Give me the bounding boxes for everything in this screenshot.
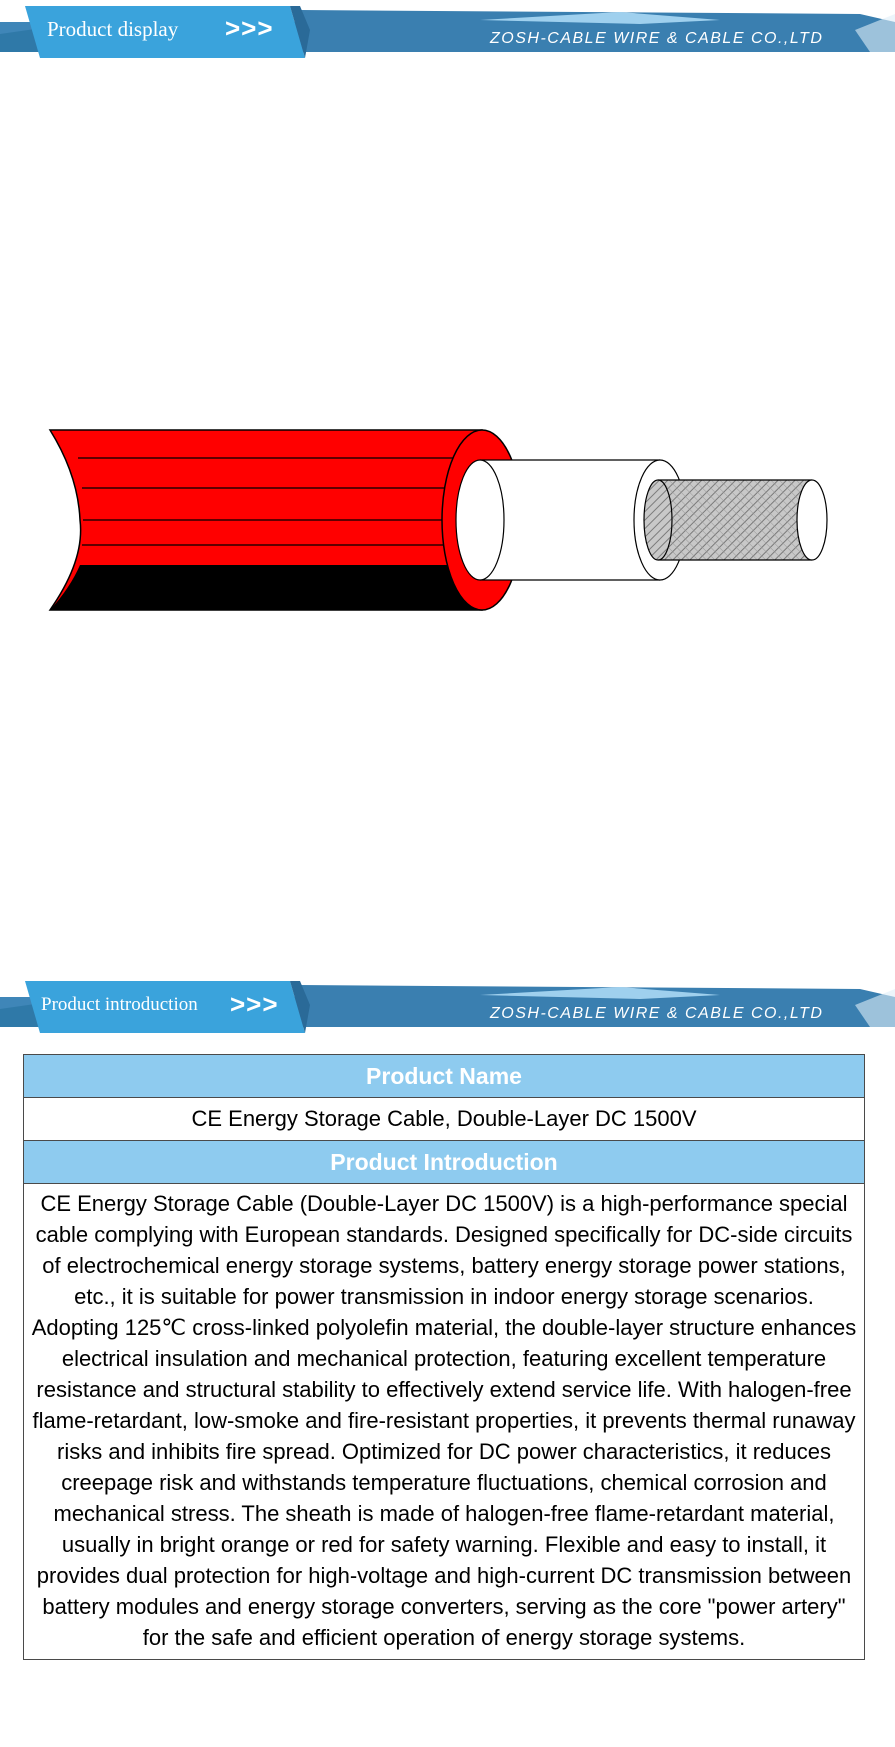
section-banner-product-display — [0, 0, 895, 60]
banner-tab-label: Product introduction — [41, 994, 198, 1015]
product-introduction-header: Product Introduction — [24, 1141, 865, 1184]
product-image — [40, 420, 860, 620]
section-banner-product-introduction — [0, 975, 895, 1035]
banner-arrows: >>> — [225, 13, 274, 43]
cable-cross-section-icon — [40, 420, 860, 620]
banner-arrows: >>> — [230, 989, 279, 1019]
banner-company-name: ZOSH-CABLE WIRE & CABLE CO.,LTD — [490, 30, 824, 47]
table-row — [24, 1098, 865, 1141]
banner-tab-label: Product display — [47, 17, 179, 41]
product-name-header: Product Name — [24, 1055, 865, 1098]
table-row — [24, 1184, 865, 1660]
product-info-table — [23, 1054, 865, 1660]
banner-company-name: ZOSH-CABLE WIRE & CABLE CO.,LTD — [490, 1005, 824, 1022]
table-row — [24, 1141, 865, 1184]
table-row — [24, 1055, 865, 1098]
product-introduction-text: CE Energy Storage Cable (Double-Layer DC 1500V) is a high-performance special cable complying with European standards. Designed specifically for DC-side circuits of electrochemical energy storage systems, battery energy storage power stations, etc., it is suitable for power transmission in indoor energy storage scenarios. Adopting 125℃ cross-linked polyolefin material, the double-layer structure enhances electrical insulation and mechanical protection, featuring excellent temperature resistance and structural stability to effectively extend service life. With halogen-free flame-retardant, low-smoke and fire-resistant properties, it prevents thermal runaway risks and inhibits fire spread. Optimized for DC power characteristics, it reduces creepage risk and withstands temperature fluctuations, chemical corrosion and mechanical stress. The sheath is made of halogen-free flame-retardant material, usually in bright orange or red for safety warning. Flexible and easy to install, it provides dual protection for high-voltage and high-current DC transmission between battery modules and energy storage converters, serving as the core "power artery" for the safe and efficient operation of energy storage systems. — [24, 1184, 865, 1660]
product-name-value: CE Energy Storage Cable, Double-Layer DC 1500V — [24, 1098, 865, 1141]
